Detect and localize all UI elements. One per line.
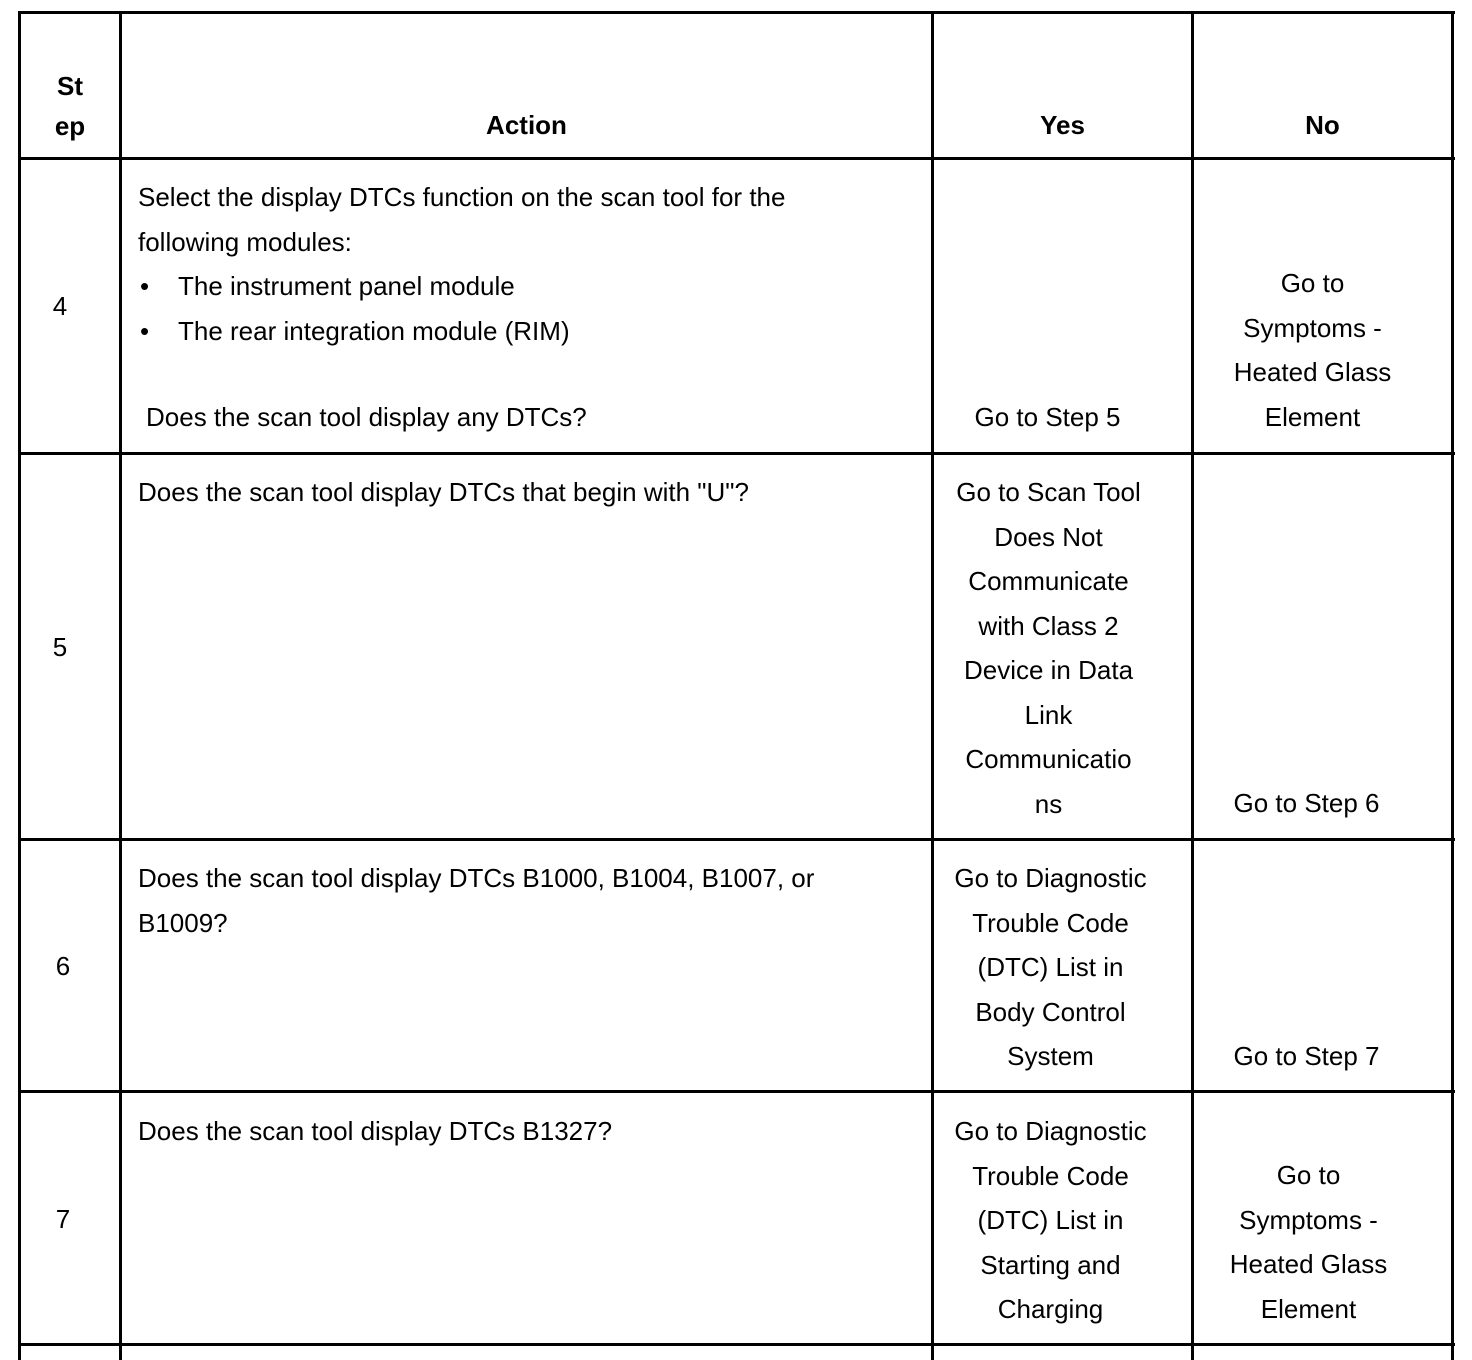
table-border-bottom (18, 1343, 1455, 1346)
table-border-left (18, 11, 21, 1360)
action-cell (138, 856, 928, 945)
yes-line: Does Not (994, 521, 1103, 552)
no-line: Go to (1280, 268, 1345, 298)
action-text: Does the scan tool display DTCs that begin with "U"? (138, 477, 749, 507)
step-number: 6 (55, 951, 71, 981)
list-item (138, 309, 928, 354)
no-line: Heated Glass (1233, 357, 1392, 387)
no-line: Element (1260, 1293, 1357, 1324)
no-line: Symptoms - (1239, 1204, 1378, 1235)
no-line: Element (1264, 401, 1361, 432)
no-cell (1184, 261, 1441, 439)
bullet-icon: • (140, 315, 150, 346)
action-text: following modules: (138, 226, 352, 257)
action-cell (138, 175, 928, 353)
header-step-line1: St (57, 71, 83, 101)
list-item-label: The rear integration module (RIM) (178, 315, 570, 346)
action-question: Does the scan tool display any DTCs? (146, 402, 587, 432)
step-number: 4 (52, 291, 68, 321)
header-yes: Yes (1040, 110, 1085, 140)
no-cell (1180, 1153, 1437, 1331)
yes-line: Trouble Code (972, 907, 1129, 938)
header-step-line2: ep (54, 111, 86, 141)
header-step (21, 66, 119, 146)
yes-cell (920, 470, 1177, 826)
yes-line: System (1007, 1041, 1094, 1071)
yes-line: with Class 2 (978, 610, 1119, 641)
no-line: Heated Glass (1229, 1249, 1388, 1279)
action-text: B1009? (138, 907, 228, 938)
yes-cell (922, 1109, 1179, 1332)
list-item (138, 264, 928, 309)
yes-line: Charging (997, 1294, 1104, 1324)
no-line: Go to Step 7 (1233, 1041, 1380, 1071)
yes-line: Go to Scan Tool (956, 477, 1141, 507)
no-line: Go to Step 6 (1233, 788, 1380, 818)
column-divider-step-action (119, 11, 122, 1360)
bullet-icon: • (140, 271, 150, 301)
yes-line: Body Control (975, 996, 1126, 1027)
no-line: Go to (1276, 1160, 1341, 1190)
yes-line: Go to Diagnostic (954, 1116, 1147, 1146)
list-item-label: The instrument panel module (178, 271, 515, 301)
row-divider-4-5 (18, 452, 1455, 455)
header-no: No (1305, 110, 1340, 140)
action-text: Does the scan tool display DTCs B1327? (138, 1116, 613, 1146)
yes-line: Go to Diagnostic (954, 863, 1147, 893)
yes-line: (DTC) List in (977, 952, 1124, 982)
yes-line: Starting and (980, 1249, 1121, 1280)
yes-line: (DTC) List in (977, 1205, 1124, 1235)
yes-line: ns (1034, 788, 1063, 819)
table-border-right (1451, 11, 1454, 1360)
yes-line: Trouble Code (972, 1160, 1129, 1191)
yes-line: Go to Step 5 (974, 402, 1121, 432)
yes-line: Communicate (968, 566, 1129, 596)
yes-cell (922, 856, 1179, 1079)
no-cell (1178, 781, 1435, 826)
no-line: Symptoms - (1243, 312, 1382, 343)
table-border-top (18, 11, 1455, 14)
action-text: Select the display DTCs function on the scan tool for the (138, 182, 786, 212)
step-number: 7 (55, 1204, 71, 1234)
header-row-divider (18, 157, 1455, 160)
yes-line: Device in Data (963, 655, 1134, 685)
yes-line: Link (1024, 699, 1073, 730)
module-list (138, 264, 928, 353)
row-divider-6-7 (18, 1090, 1455, 1093)
yes-line: Communicatio (965, 744, 1132, 774)
row-divider-5-6 (18, 838, 1455, 841)
no-cell (1178, 1034, 1435, 1079)
header-action: Action (486, 110, 567, 140)
yes-cell (919, 395, 1176, 440)
step-number: 5 (52, 632, 68, 662)
action-text: Does the scan tool display DTCs B1000, B1004, B1007, or (138, 863, 815, 893)
